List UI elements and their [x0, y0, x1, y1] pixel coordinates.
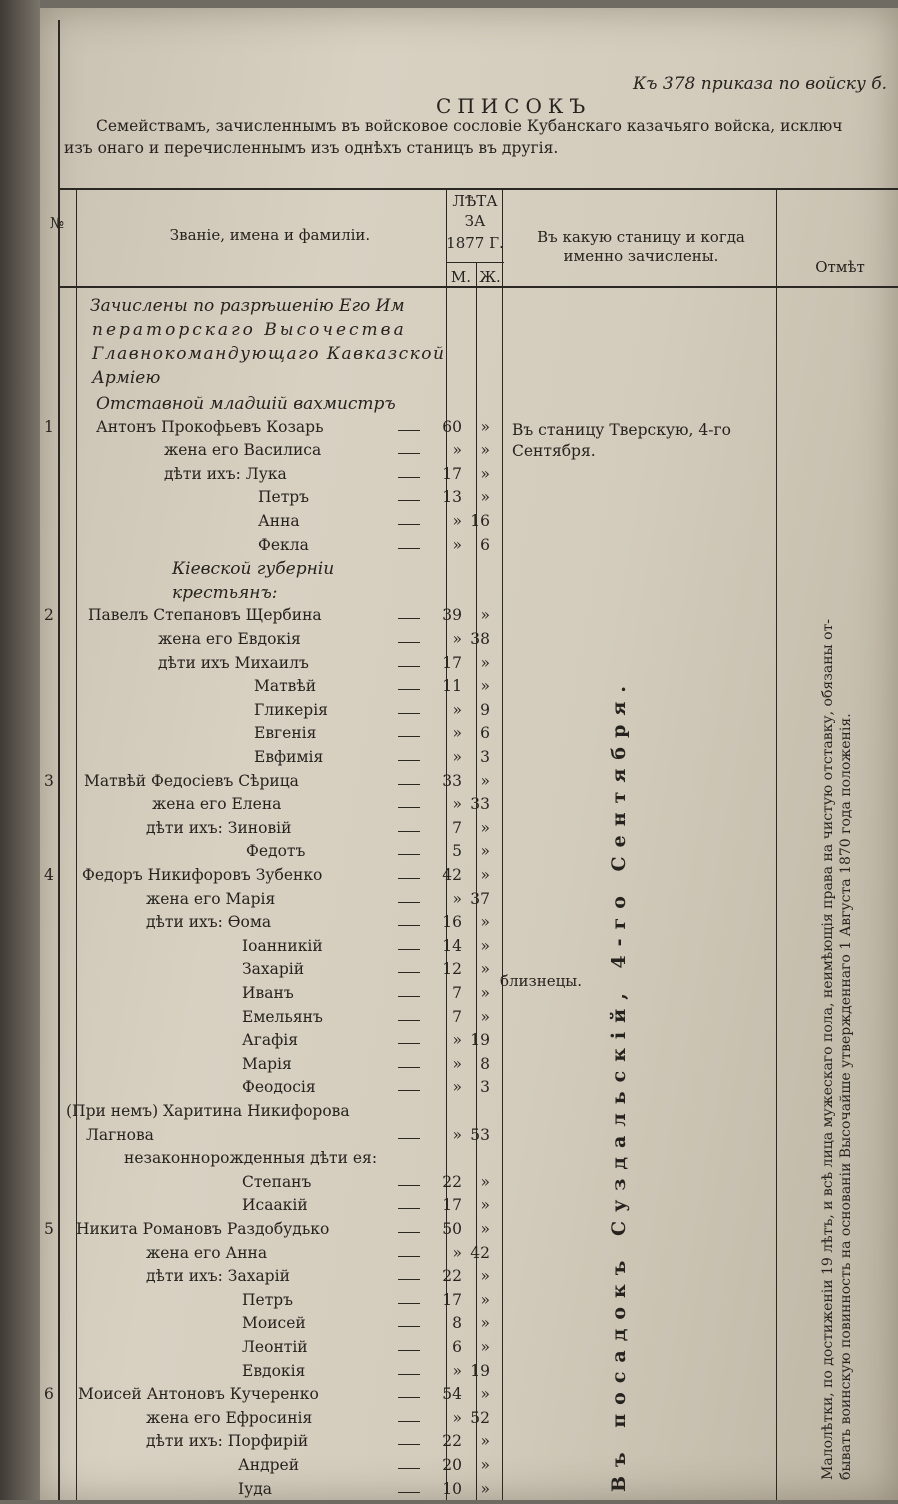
subtitle-line-2: изъ онаго и перечисленнымъ изъ однѣхъ станицъ въ другія.	[64, 139, 559, 157]
age-female: »	[480, 1432, 490, 1450]
destination-suzdalsky-vertical: Въ посадокъ Суздальскій, 4-го Сентября.	[608, 676, 630, 1492]
table-row	[0, 1126, 898, 1150]
row-dash	[398, 1374, 420, 1375]
intro-line-1: Зачислены по разрѣшенію Его Им	[90, 296, 405, 316]
row-name: Матвѣй Федосіевъ Сѣрица	[84, 772, 299, 790]
row-name: Степанъ	[242, 1173, 312, 1191]
intro-line-4: Арміею	[92, 368, 161, 388]
row-dash	[398, 1397, 420, 1398]
table-row	[0, 701, 898, 725]
table-row	[0, 819, 898, 843]
column-female-header: Ж.	[479, 268, 501, 286]
column-male-header: М.	[450, 268, 472, 286]
row-name: Леонтій	[242, 1338, 308, 1356]
row-dash	[398, 1020, 420, 1021]
row-name: Фекла	[258, 536, 309, 554]
row-name: (При немъ) Харитина Никифорова	[66, 1102, 350, 1120]
age-female: »	[480, 1480, 490, 1498]
table-row	[0, 488, 898, 512]
column-ages-header-2: ЗА	[464, 212, 486, 230]
age-female: »	[480, 1338, 490, 1356]
age-female: 6	[480, 724, 490, 742]
age-female: »	[480, 866, 490, 884]
row-name: Іуда	[238, 1480, 273, 1498]
row-dash	[398, 618, 420, 619]
age-female: 19	[470, 1362, 490, 1380]
table-row	[0, 1220, 898, 1244]
age-female: »	[480, 937, 490, 955]
row-dash	[398, 689, 420, 690]
row-number: 1	[44, 418, 54, 436]
table-row	[0, 1244, 898, 1268]
age-male: 17	[442, 654, 462, 672]
side-note-line-2: бывать воинскую повинность на основаніи Высочайше утвержденнаго 1 Августа 1870 года положенія.	[838, 713, 854, 1480]
age-male: 5	[452, 842, 462, 860]
row-name: жена его Марія	[146, 890, 276, 908]
table-row	[0, 606, 898, 630]
age-male: »	[452, 795, 462, 813]
age-female: 42	[470, 1244, 490, 1262]
row-name: Петръ	[242, 1291, 294, 1309]
age-female: »	[480, 606, 490, 624]
table-row	[0, 559, 898, 583]
age-male: »	[452, 1031, 462, 1049]
age-male: 16	[442, 913, 462, 931]
table-row	[0, 724, 898, 748]
row-dash	[398, 642, 420, 643]
table-row	[0, 1362, 898, 1386]
age-female: »	[480, 1196, 490, 1214]
age-female: 19	[470, 1031, 490, 1049]
age-male: 8	[452, 1314, 462, 1332]
row-dash	[398, 1492, 420, 1493]
table-row	[0, 394, 898, 418]
age-male: 22	[442, 1432, 462, 1450]
age-male: »	[452, 630, 462, 648]
row-dash	[398, 1468, 420, 1469]
row-dash	[398, 925, 420, 926]
row-name: Гликерія	[254, 701, 328, 719]
row-name: жена его Ефросинія	[146, 1409, 313, 1427]
age-male: 7	[452, 819, 462, 837]
row-name: Отставной младшій вахмистръ	[96, 394, 396, 414]
row-number: 4	[44, 866, 54, 884]
age-male: 13	[442, 488, 462, 506]
row-name: Евгенія	[254, 724, 317, 742]
age-female: 3	[480, 1078, 490, 1096]
intro-line-3: Главнокомандующаго Кавказской	[92, 344, 446, 364]
row-dash	[398, 878, 420, 879]
row-dash	[398, 831, 420, 832]
age-male: 7	[452, 1008, 462, 1026]
row-dash	[398, 1350, 420, 1351]
age-male: 17	[442, 465, 462, 483]
row-name: дѣти ихъ: Лука	[164, 465, 287, 483]
age-female: »	[480, 1385, 490, 1403]
row-dash	[398, 1256, 420, 1257]
row-number: 6	[44, 1385, 54, 1403]
table-row	[0, 960, 898, 984]
age-female: »	[480, 488, 490, 506]
table-row	[0, 418, 898, 442]
age-male: »	[452, 1244, 462, 1262]
table-row	[0, 441, 898, 465]
table-row	[0, 1480, 898, 1504]
table-row	[0, 465, 898, 489]
table-row	[0, 866, 898, 890]
row-dash	[398, 1303, 420, 1304]
age-female: »	[480, 677, 490, 695]
age-male: 10	[442, 1480, 462, 1498]
table-row	[0, 1409, 898, 1433]
table-row	[0, 512, 898, 536]
age-male: »	[452, 1362, 462, 1380]
row-dash	[398, 1279, 420, 1280]
age-female: »	[480, 819, 490, 837]
age-male: 60	[442, 418, 462, 436]
row-dash	[398, 807, 420, 808]
age-male: 39	[442, 606, 462, 624]
intro-line-2: ператорскаго Высочества	[92, 320, 407, 340]
age-male: »	[452, 724, 462, 742]
age-male: »	[452, 512, 462, 530]
table-row	[0, 583, 898, 607]
age-male: 11	[442, 677, 462, 695]
row-name: Матвѣй	[254, 677, 317, 695]
row-dash	[398, 666, 420, 667]
table-row	[0, 1196, 898, 1220]
row-dash	[398, 972, 420, 973]
age-male: 22	[442, 1267, 462, 1285]
table-row	[0, 1338, 898, 1362]
row-name: дѣти ихъ: Ѳома	[146, 913, 272, 931]
row-dash	[398, 1326, 420, 1327]
age-female: »	[480, 772, 490, 790]
row-name: Агафія	[242, 1031, 298, 1049]
column-ages-header-1: ЛѢТА	[452, 192, 498, 210]
table-row	[0, 1173, 898, 1197]
age-female: »	[480, 842, 490, 860]
age-male: 17	[442, 1291, 462, 1309]
age-female: 8	[480, 1055, 490, 1073]
row-name: дѣти ихъ: Порфирій	[146, 1432, 309, 1450]
age-female: 37	[470, 890, 490, 908]
row-name: Марія	[242, 1055, 292, 1073]
row-dash	[398, 713, 420, 714]
row-name: Феодосія	[242, 1078, 316, 1096]
table-row	[0, 1031, 898, 1055]
subtitle-line-1: Семействамъ, зачисленнымъ въ войсковое сословіе Кубанскаго казачьяго войска, исключ	[96, 117, 843, 135]
row-name: Іоанникій	[242, 937, 323, 955]
row-dash	[398, 1138, 420, 1139]
age-male: »	[452, 748, 462, 766]
column-number-header: №	[49, 214, 65, 232]
table-row	[0, 1102, 898, 1126]
age-female: 9	[480, 701, 490, 719]
table-row	[0, 890, 898, 914]
row-name: Евдокія	[242, 1362, 306, 1380]
row-name: Петръ	[258, 488, 310, 506]
age-female: »	[480, 1267, 490, 1285]
row-dash	[398, 524, 420, 525]
age-male: »	[452, 890, 462, 908]
age-female: 38	[470, 630, 490, 648]
column-where-header: Въ какую станицу и когда именно зачислены.	[537, 228, 745, 265]
table-row	[0, 1432, 898, 1456]
column-note-header: Отмѣт	[815, 258, 865, 276]
table-row	[0, 1291, 898, 1315]
age-male: 14	[442, 937, 462, 955]
row-name: Моисей	[242, 1314, 306, 1332]
row-dash	[398, 902, 420, 903]
row-dash	[398, 500, 420, 501]
table-row	[0, 1078, 898, 1102]
table-row	[0, 748, 898, 772]
table-row	[0, 1055, 898, 1079]
age-male: »	[452, 701, 462, 719]
row-dash	[398, 760, 420, 761]
document-title: СПИСОКЪ	[436, 94, 592, 118]
row-dash	[398, 1208, 420, 1209]
row-dash	[398, 548, 420, 549]
table-row	[0, 1456, 898, 1480]
row-name: дѣти ихъ: Захарій	[146, 1267, 290, 1285]
row-name: Лагнова	[86, 1126, 154, 1144]
table-row	[0, 1314, 898, 1338]
age-male: 22	[442, 1173, 462, 1191]
row-dash	[398, 1067, 420, 1068]
age-male: »	[452, 536, 462, 554]
table-row	[0, 937, 898, 961]
age-female: 53	[470, 1126, 490, 1144]
age-female: »	[480, 654, 490, 672]
row-dash	[398, 949, 420, 950]
row-name: Никита Романовъ Раздобудько	[76, 1220, 330, 1238]
table-row	[0, 1149, 898, 1173]
age-female: »	[480, 1220, 490, 1238]
row-name: Евфимія	[254, 748, 324, 766]
table-row	[0, 677, 898, 701]
row-dash	[398, 736, 420, 737]
row-number: 5	[44, 1220, 54, 1238]
row-name: жена его Елена	[152, 795, 282, 813]
age-female: 16	[470, 512, 490, 530]
row-number: 2	[44, 606, 54, 624]
age-male: »	[452, 1126, 462, 1144]
age-female: »	[480, 913, 490, 931]
row-number: 3	[44, 772, 54, 790]
age-female: 52	[470, 1409, 490, 1427]
row-name: Иванъ	[242, 984, 294, 1002]
twins-note: близнецы.	[500, 972, 582, 990]
age-female: »	[480, 465, 490, 483]
table-row	[0, 654, 898, 678]
table-row	[0, 984, 898, 1008]
age-female: »	[480, 1314, 490, 1332]
row-name: Антонъ Прокофьевъ Козарь	[96, 418, 324, 436]
ages-header-rule	[446, 262, 504, 263]
row-dash	[398, 1232, 420, 1233]
age-female: »	[480, 418, 490, 436]
age-female: 6	[480, 536, 490, 554]
row-name: Анна	[258, 512, 300, 530]
row-name: дѣти ихъ: Зиновій	[146, 819, 292, 837]
age-male: 17	[442, 1196, 462, 1214]
age-male: »	[452, 1055, 462, 1073]
age-female: »	[480, 1456, 490, 1474]
age-male: 12	[442, 960, 462, 978]
age-male: 54	[442, 1385, 462, 1403]
row-dash	[398, 1444, 420, 1445]
age-male: 33	[442, 772, 462, 790]
row-name: жена его Евдокія	[158, 630, 301, 648]
age-male: 7	[452, 984, 462, 1002]
row-dash	[398, 1421, 420, 1422]
row-dash	[398, 996, 420, 997]
age-male: 50	[442, 1220, 462, 1238]
row-name: дѣти ихъ Михаилъ	[158, 654, 309, 672]
row-dash	[398, 430, 420, 431]
table-row	[0, 630, 898, 654]
column-ages-header-3: 1877 Г.	[446, 234, 504, 252]
row-name: Андрей	[238, 1456, 300, 1474]
row-name: Павелъ Степановъ Щербина	[88, 606, 322, 624]
side-note-line-1: Малолѣтки, по достиженіи 19 лѣтъ, и всѣ лица мужескаго пола, неимѣющія права на чистую отставку, обязаны от-	[820, 618, 836, 1480]
table-row	[0, 842, 898, 866]
age-female: »	[480, 1291, 490, 1309]
row-dash	[398, 453, 420, 454]
table-row	[0, 536, 898, 560]
age-female: »	[480, 1173, 490, 1191]
row-name: Кіевской губерніи	[172, 559, 335, 579]
age-female: »	[480, 984, 490, 1002]
table-top-rule	[60, 188, 898, 190]
age-female: 3	[480, 748, 490, 766]
row-dash	[398, 1043, 420, 1044]
row-dash	[398, 854, 420, 855]
age-male: 20	[442, 1456, 462, 1474]
row-dash	[398, 477, 420, 478]
table-row	[0, 1267, 898, 1291]
age-male: »	[452, 1078, 462, 1096]
row-dash	[398, 1185, 420, 1186]
table-row	[0, 772, 898, 796]
row-name: Исаакій	[242, 1196, 308, 1214]
age-female: 33	[470, 795, 490, 813]
order-reference: Къ 378 приказа по войску б.	[633, 74, 888, 94]
row-name: крестьянъ:	[172, 583, 278, 603]
age-male: »	[452, 1409, 462, 1427]
age-female: »	[480, 960, 490, 978]
table-row	[0, 1008, 898, 1032]
age-male: »	[452, 441, 462, 459]
column-names-header: Званіе, имена и фамиліи.	[169, 226, 371, 244]
age-female: »	[480, 441, 490, 459]
row-name: Захарій	[242, 960, 305, 978]
table-row	[0, 795, 898, 819]
age-male: 42	[442, 866, 462, 884]
row-name: Федотъ	[246, 842, 306, 860]
table-row	[0, 913, 898, 937]
row-name: жена его Василиса	[164, 441, 322, 459]
row-name: Федоръ Никифоровъ Зубенко	[82, 866, 323, 884]
row-dash	[398, 1090, 420, 1091]
row-name: жена его Анна	[146, 1244, 268, 1262]
row-name: Емельянъ	[242, 1008, 323, 1026]
age-female: »	[480, 1008, 490, 1026]
destination-tverskaya: Въ станицу Тверскую, 4-го Сентября.	[512, 421, 731, 460]
row-name: незаконнорожденныя дѣти ея:	[124, 1149, 378, 1167]
row-dash	[398, 784, 420, 785]
row-name: Моисей Антоновъ Кучеренко	[78, 1385, 319, 1403]
table-row	[0, 1385, 898, 1409]
age-male: 6	[452, 1338, 462, 1356]
